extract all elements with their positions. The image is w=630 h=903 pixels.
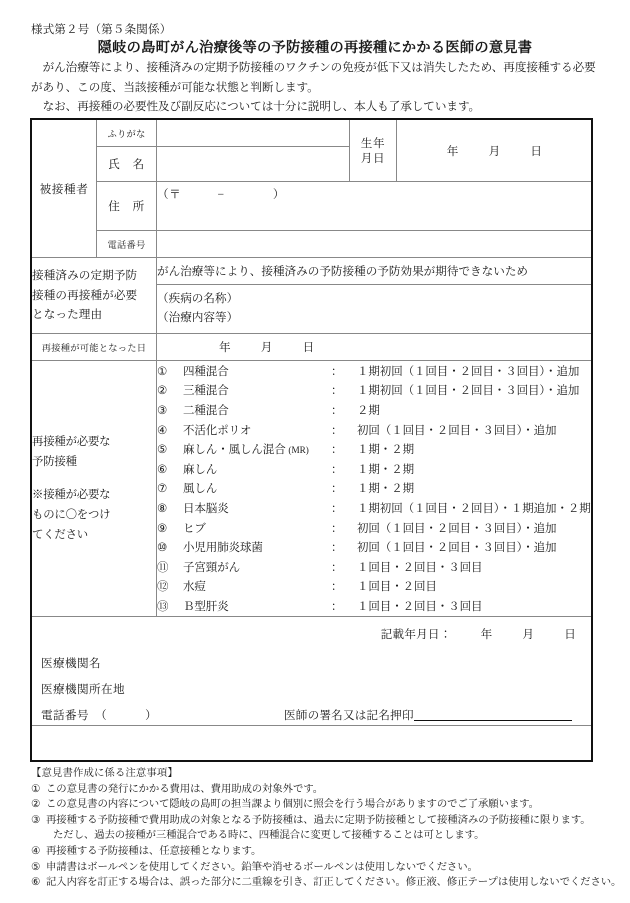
signature-label: 医師の署名又は記名押印 [284,708,414,722]
institution-address-label: 医療機関所在地 [41,682,125,696]
vaccine-row[interactable] [157,400,592,420]
vaccine-name: 三種混合 [183,385,229,398]
intro-text [31,58,597,117]
vaccine-note-line-1: ※接種が必要な [32,488,111,501]
note-marker: ④ [31,845,41,857]
table-row-furigana [32,120,593,147]
intro-paragraph-1: がん治療等により、接種済みの定期予防接種のワクチンの免疫が低下又は消失したため、再度接種する必要があり、この度、当該接種が可能な状態と判断します。 [31,61,596,94]
vaccine-name: 子宮頸がん [183,561,240,574]
vaccine-name: ヒブ [183,522,206,535]
vaccine-row[interactable] [157,381,592,401]
intro-paragraph-2: なお、再接種の必要性及び副反応については十分に説明し、本人も了承しています。 [42,100,481,113]
institution-phone-label: 電話番号 （ [41,708,108,722]
table-row-eligible-date [32,334,593,361]
vaccine-name: 水痘 [183,581,206,594]
vaccine-colon: ： [331,444,343,457]
furigana-label: ふりがな [97,120,157,147]
vaccine-name: 四種混合 [183,365,229,378]
note-marker: ⑥ [31,877,41,889]
table-row-reason-text [32,258,593,285]
signature-field[interactable] [284,707,572,723]
vaccine-schedule: １回目・２回目 [357,581,437,594]
reason-detail-input[interactable] [157,285,593,334]
vaccine-schedule: 初回（１回目・２回目・３回目）・追加 [357,424,557,437]
vaccine-name [183,439,331,459]
vaccine-colon: ： [331,483,343,496]
reason-label-line-3: となった理由 [32,308,103,322]
form-number: 様式第２号（第５条関係） [31,24,172,36]
institution-name-label: 医療機関名 [41,656,101,670]
vaccine-colon: ： [331,581,343,594]
note-item [31,782,603,798]
entry-year-label: 年 [480,627,493,641]
note-item [31,875,622,891]
birth-month-label: 月 [488,144,501,158]
vaccine-row[interactable] [157,518,592,538]
vaccine-colon: ： [331,522,343,535]
page-title: 隠岐の島町がん治療後等の予防接種の再接種にかかる医師の意見書 [97,40,533,56]
notes-title: 【意見書作成に係る注意事項】 [31,768,178,779]
eligible-day-label: 日 [302,341,315,354]
vaccine-label-line-1: 再接種が必要な [32,435,111,448]
note-marker: ② [31,799,41,811]
vaccine-schedule: 初回（１回目・２回目・３回目）・追加 [357,522,557,535]
note-marker: ③ [31,814,41,826]
vaccine-schedule: １期初回（１回目・２回目・３回目）・追加 [357,385,580,398]
vaccine-number: ⑬ [157,600,169,613]
name-label: 氏 名 [97,147,157,182]
note-item [31,797,603,813]
note-item [31,844,603,860]
vaccine-list [157,361,593,617]
institution-phone-close: ） [145,708,158,722]
note-item [31,860,603,876]
vaccine-schedule: １期初回（１回目・２回目）・１期追加・２期 [357,502,591,515]
reason-label [32,258,157,334]
institution-name-field[interactable] [41,655,101,671]
table-row-address [32,182,593,231]
phone-label: 電話番号 [97,231,157,258]
vaccine-section-label [32,361,157,617]
vaccine-row[interactable] [157,596,592,616]
vaccine-colon: ： [331,404,343,417]
address-input[interactable] [157,182,593,231]
name-input[interactable] [157,147,350,182]
treatment-content-label: （治療内容等） [157,311,239,324]
reason-statement: がん治療等により、接種済みの予防接種の予防効果が期待できないため [157,258,593,285]
vaccine-colon: ： [331,463,343,476]
eligible-date-label: 再接種が可能となった日 [32,334,157,361]
vaccine-schedule: 初回（１回目・２回目・３回目）・追加 [357,542,557,555]
vaccine-name: 風しん [183,483,218,496]
vaccine-schedule: ２期 [357,404,380,417]
note-continuation: ただし、過去の接種が三種混合である時に、四種混合に変更して接種することは可とします。 [53,830,485,842]
vaccine-name: Ｂ型肝炎 [183,600,229,613]
vaccine-number: ⑥ [157,463,168,476]
phone-input[interactable] [157,231,593,258]
table-row-phone [32,231,593,258]
institution-address-field[interactable] [41,681,125,697]
vaccine-number: ⑧ [157,502,168,515]
vaccine-colon: ： [331,600,343,613]
vaccine-name: 不活化ポリオ [183,424,252,437]
note-text: この意見書の内容について隠岐の島町の担当課より個別に照会を行う場合がありますのでご了承願います。 [46,799,539,811]
vaccine-colon: ： [331,385,343,398]
vaccine-row[interactable] [157,361,592,381]
vaccine-name: 麻しん [183,463,218,476]
vaccine-name-main: 麻しん・風しん混合 [183,444,286,457]
eligible-year-label: 年 [219,341,231,354]
vaccine-colon: ： [331,542,343,555]
vaccine-number: ② [157,385,168,398]
vaccine-colon: ： [331,502,343,515]
birth-day-label: 日 [530,144,543,158]
vaccine-name: 日本脳炎 [183,502,229,515]
vaccine-name-abbrev: (MR) [288,445,309,456]
physician-block [32,616,593,725]
entry-month-label: 月 [522,627,535,641]
table-row-physician [32,616,593,725]
vaccine-row[interactable] [157,498,592,518]
vaccine-number: ⑫ [157,581,169,594]
vaccine-row[interactable] [157,557,592,577]
vaccine-schedule: １期初回（１回目・２回目・３回目）・追加 [357,365,580,378]
vaccine-list-table [157,361,592,616]
vaccine-row[interactable] [157,479,592,499]
vaccine-number: ③ [157,404,168,417]
vaccine-number: ④ [157,424,168,437]
vaccine-schedule: １回目・２回目・３回目 [357,600,483,613]
note-text: 再接種する予防接種で費用助成の対象となる予防接種は、過去に定期予防接種として接種済みの予防接種に限ります。 [46,814,591,826]
entry-date-row[interactable] [32,626,592,642]
vaccine-colon: ： [331,365,343,378]
disease-name-label: （疾病の名称） [157,292,239,305]
vaccine-name: 小児用肺炎球菌 [183,542,263,555]
vaccine-number: ⑤ [157,444,168,457]
vaccine-number: ⑨ [157,522,168,535]
recipient-label: 被接種者 [32,120,97,258]
furigana-input[interactable] [157,120,350,147]
birthdate-input[interactable] [397,120,593,182]
note-text: 再接種する予防接種は、任意接種となります。 [46,845,262,857]
table-row-vaccines [32,361,593,617]
vaccine-label-line-2: 予防接種 [32,455,77,468]
vaccine-row[interactable] [157,537,592,557]
vaccine-schedule: １期・２期 [357,444,414,457]
entry-date-label: 記載年月日： [380,627,452,641]
vaccine-number: ⑩ [157,542,168,555]
note-marker: ⑤ [31,861,41,873]
vaccine-number: ① [157,365,168,378]
address-label: 住 所 [97,182,157,231]
reason-label-line-1: 接種済みの定期予防 [32,269,138,283]
note-text: 申請書はボールペンを使用してください。鉛筆や消せるボールペンは使用しないでください。 [46,861,478,873]
vaccine-name: 二種混合 [183,404,229,417]
note-text: この意見書の発行にかかる費用は、費用助成の対象外です。 [46,783,324,795]
reason-label-line-2: 接種の再接種が必要 [32,288,138,302]
vaccine-schedule: １期・２期 [357,463,414,476]
notes-section [31,766,622,891]
vaccine-row[interactable] [157,459,592,479]
note-marker: ① [31,783,41,795]
note-item [31,813,603,844]
institution-phone-field[interactable] [41,707,157,723]
vaccine-note-line-2: ものに〇をつけ [32,508,111,521]
eligible-month-label: 月 [260,341,273,354]
vaccine-colon: ： [331,424,343,437]
vaccine-number: ⑪ [157,561,169,574]
vaccine-schedule: １回目・２回目・３回目 [357,561,483,574]
postal-code-mark: （〒 − ） [157,188,285,201]
vaccine-colon: ： [331,561,343,574]
eligible-date-input[interactable] [157,334,593,361]
birth-year-label: 年 [446,144,459,158]
vaccine-row[interactable] [157,577,592,597]
entry-day-label: 日 [564,627,576,641]
birthdate-label: 生年 月日 [350,120,397,182]
vaccine-row[interactable] [157,439,592,459]
opinion-form-table [31,119,593,726]
note-text: 記入内容を訂正する場合は、誤った部分に二重線を引き、訂正してください。修正液、修正テープは使用しないでください。 [46,877,622,889]
vaccine-row[interactable] [157,420,592,440]
vaccine-note-line-3: てください [32,528,88,541]
vaccine-schedule: １期・２期 [357,483,414,496]
signature-line[interactable] [414,707,572,721]
vaccine-number: ⑦ [157,483,168,496]
